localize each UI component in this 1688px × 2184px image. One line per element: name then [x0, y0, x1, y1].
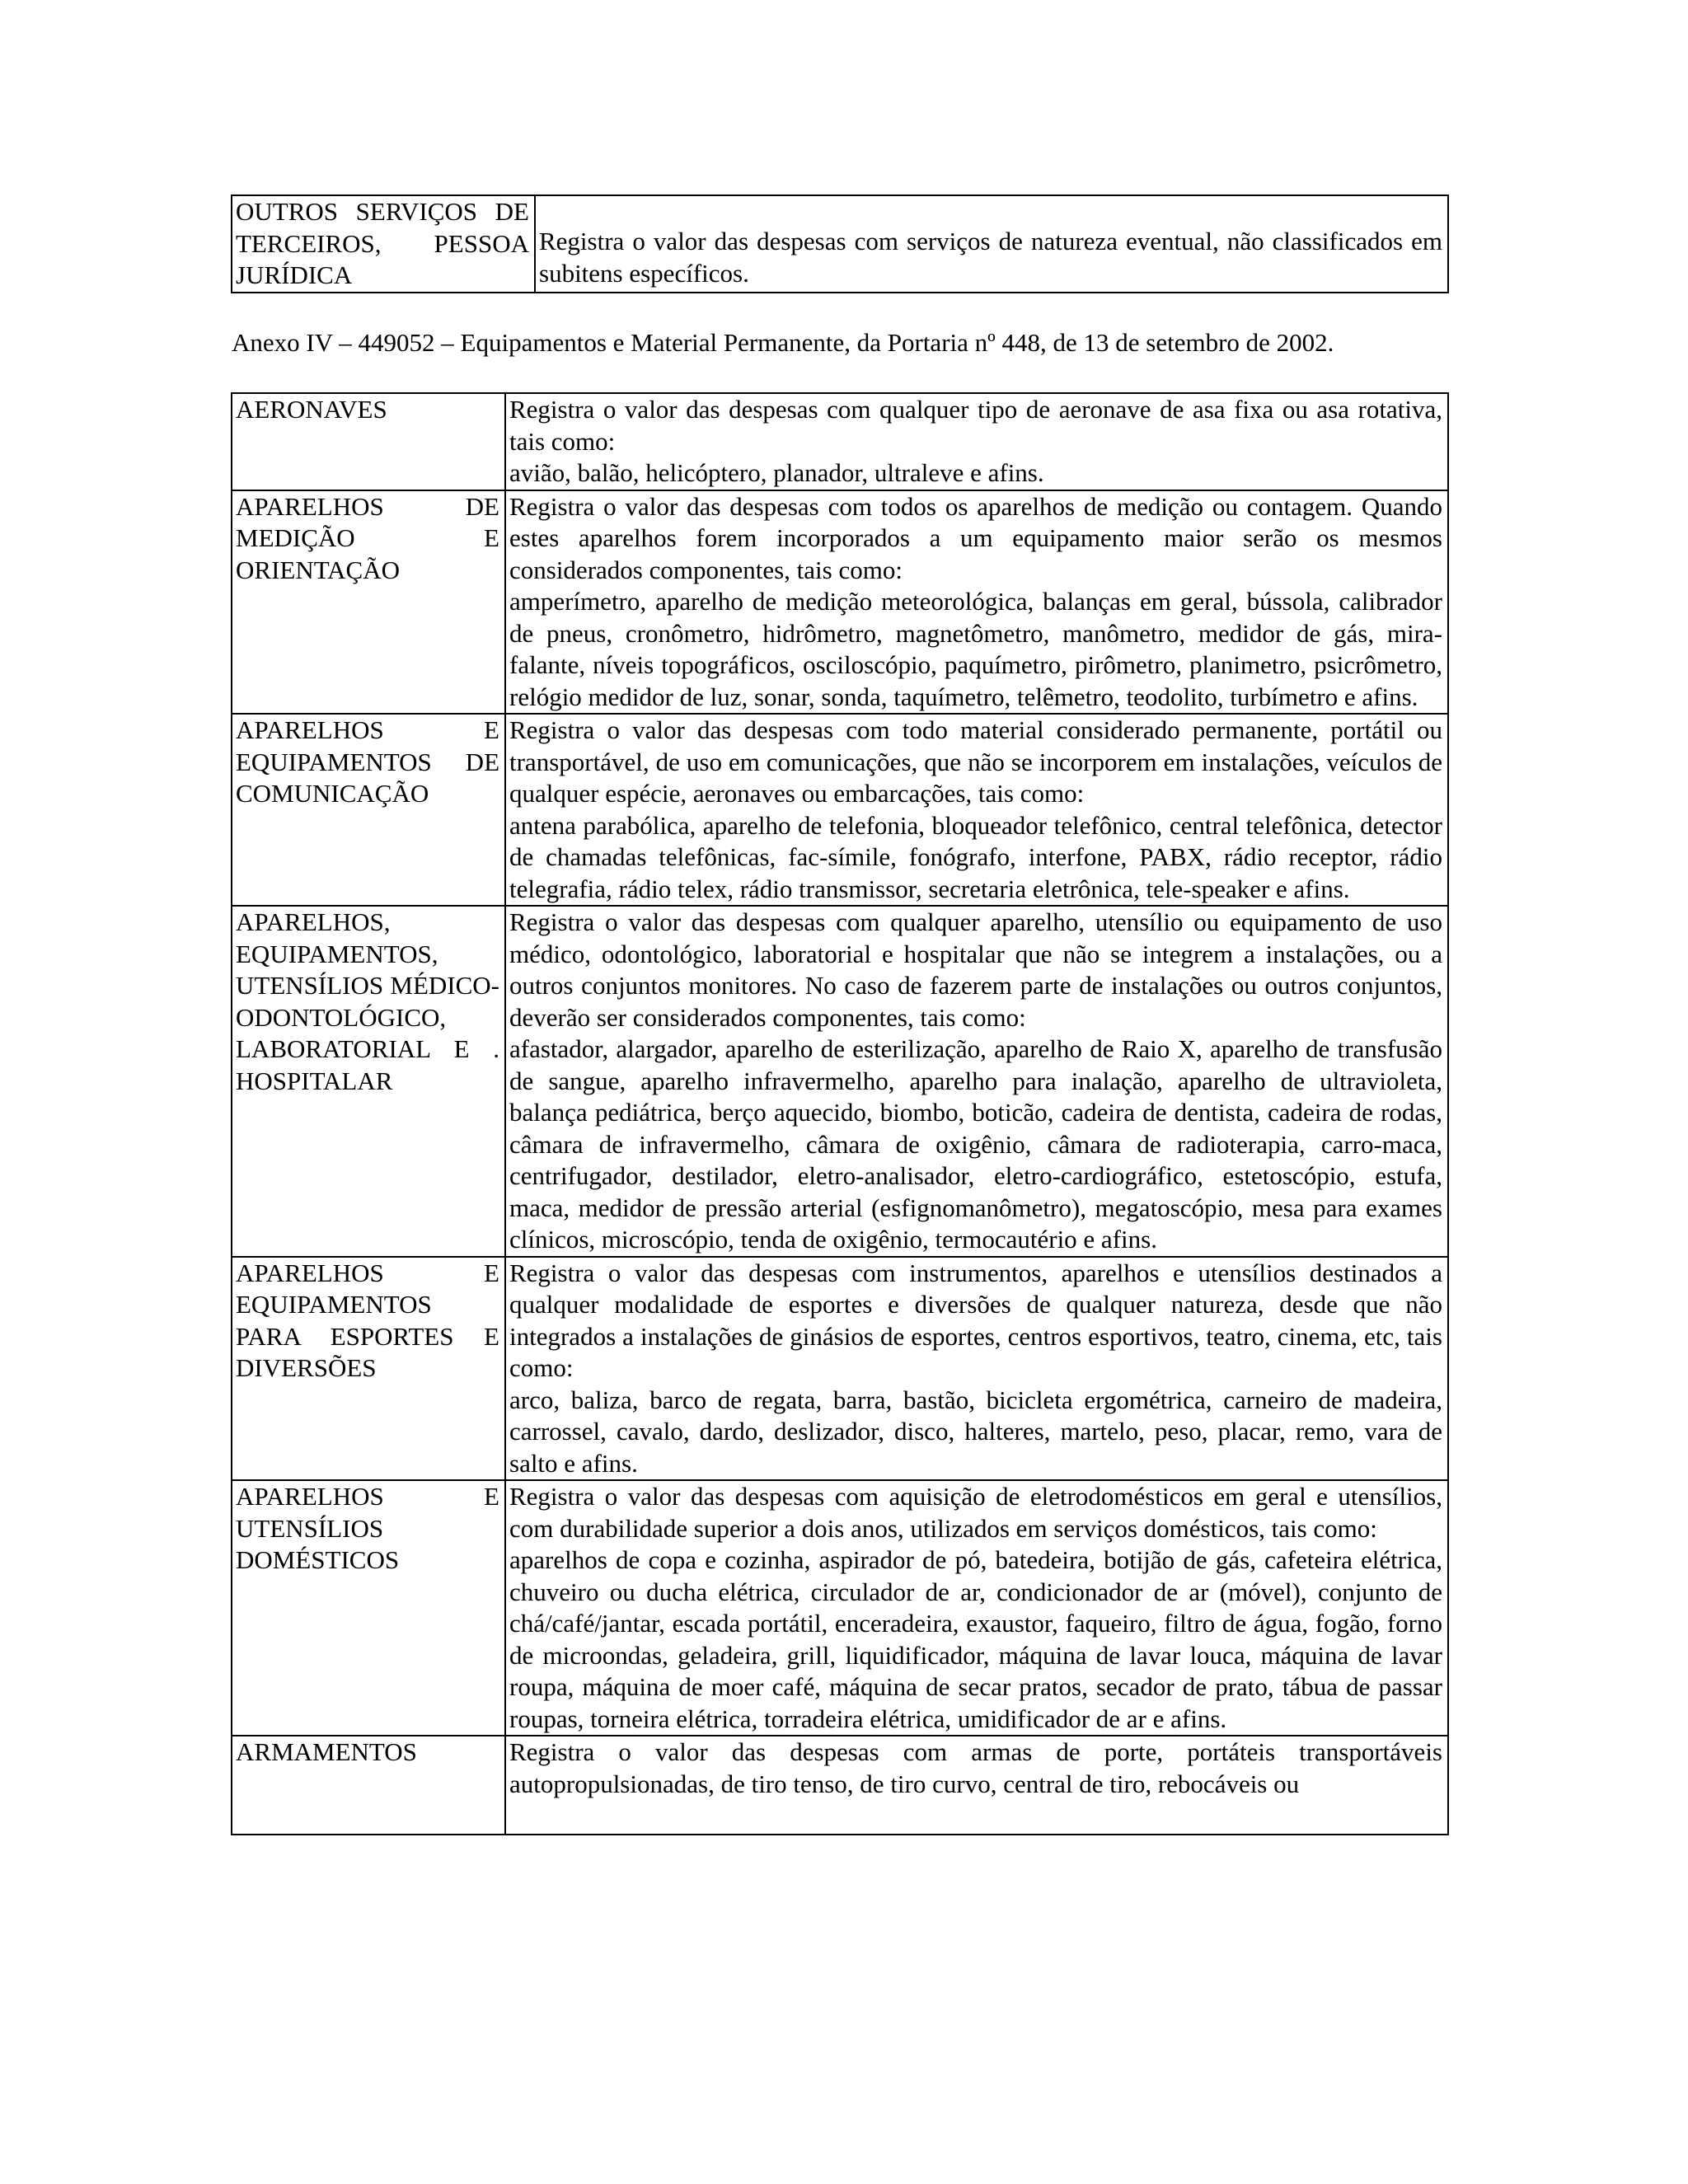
- item-description: [505, 393, 1448, 490]
- item-description: [505, 1480, 1448, 1736]
- item-description: Registra o valor das despesas com serviços de natureza eventual, não classificados em subitens específicos.: [535, 195, 1448, 293]
- item-term: APARELHOS E UTENSÍLIOS DOMÉSTICOS: [232, 1480, 505, 1736]
- item-description-intro: Registra o valor das despesas com qualquer tipo de aeronave de asa fixa ou asa rotativa, tais como:: [509, 395, 1442, 456]
- item-examples: arco, baliza, barco de regata, barra, bastão, bicicleta ergométrica, carneiro de madeira, carrossel, cavalo, dardo, deslizador, disco, halteres, martelo, peso, placar, remo, vara de salto e afins.: [509, 1385, 1442, 1478]
- item-term: OUTROS SERVIÇOS DE TERCEIROS, PESSOA JURÍDICA: [232, 195, 535, 293]
- item-term: ARMAMENTOS: [232, 1736, 505, 1835]
- item-description-intro: Registra o valor das despesas com instrumentos, aparelhos e utensílios destinados a qualquer modalidade de esportes e diversões de qualquer natureza, desde que não integrados a instalações de ginásios de esportes, centros esportivos, teatro, cinema, etc, tais como:: [509, 1258, 1442, 1382]
- item-description-intro: Registra o valor das despesas com todos os aparelhos de medição ou contagem. Quando estes aparelhos forem incorporados a um equipamento maior serão os mesmos considerados componentes, tais como:: [509, 491, 1442, 584]
- item-examples: afastador, alargador, aparelho de esterilização, aparelho de Raio X, aparelho de transfusão de sangue, aparelho infravermelho, aparelho para inalação, aparelho de ultravioleta, balança pediátrica, berço aquecido, biombo, boticão, cadeira de dentista, cadeira de rodas, câmara de infravermelho, câmara de oxigênio, câmara de radioterapia, carro-maca, centrifugador, destilador, eletro-analisador, eletro-cardiográfico, estetoscópio, estufa, maca, medidor de pressão arterial (esfignomanômetro), megatoscópio, mesa para exames clínicos, microscópio, tenda de oxigênio, termocautério e afins.: [509, 1034, 1442, 1254]
- table-row: [232, 195, 1448, 293]
- table-row: [232, 906, 1448, 1257]
- table-row: [232, 490, 1448, 715]
- item-description-intro: Registra o valor das despesas com qualquer aparelho, utensílio ou equipamento de uso médico, odontológico, laboratorial e hospitalar que não se integrem a instalações, ou a outros conjuntos monitores. No caso de fazerem parte de instalações ou outros conjuntos, deverão ser considerados componentes, tais como:: [509, 907, 1442, 1032]
- item-description: [505, 906, 1448, 1257]
- item-description: [505, 1257, 1448, 1481]
- table-row: [232, 1257, 1448, 1481]
- item-description-intro: Registra o valor das despesas com aquisição de eletrodomésticos em geral e utensílios, com durabilidade superior a dois anos, utilizados em serviços domésticos, tais como:: [509, 1482, 1442, 1543]
- table-row: [232, 393, 1448, 490]
- item-term: APARELHOS DE MEDIÇÃO E ORIENTAÇÃO: [232, 490, 505, 715]
- item-description: [505, 490, 1448, 715]
- item-examples: aparelhos de copa e cozinha, aspirador de pó, batedeira, botijão de gás, cafeteira elétrica, chuveiro ou ducha elétrica, circulador de ar, condicionador de ar (móvel), conjunto de chá/café/jantar, escada portátil, enceradeira, exaustor, faqueiro, filtro de água, fogão, forno de microondas, geladeira, grill, liquidificador, máquina de lavar louca, máquina de lavar roupa, máquina de moer café, máquina de secar pratos, secador de prato, tábua de passar roupas, torneira elétrica, torradeira elétrica, umidificador de ar e afins.: [509, 1545, 1442, 1733]
- item-examples: antena parabólica, aparelho de telefonia, bloqueador telefônico, central telefônica, detector de chamadas telefônicas, fac-símile, fonógrafo, interfone, PABX, rádio receptor, rádio telegrafia, rádio telex, rádio transmissor, secretaria eletrônica, tele-speaker e afins.: [509, 810, 1442, 903]
- continued-classification-table: [231, 194, 1449, 293]
- table-row: [232, 1736, 1448, 1835]
- table-row: [232, 1480, 1448, 1736]
- item-examples: amperímetro, aparelho de medição meteorológica, balanças em geral, bússola, calibrador de pneus, cronômetro, hidrômetro, magnetômetro, manômetro, medidor de gás, mira-falante, níveis topográficos, osciloscópio, paquímetro, pirômetro, planimetro, psicrômetro, relógio medidor de luz, sonar, sonda, taquímetro, telêmetro, teodolito, turbímetro e afins.: [509, 587, 1442, 711]
- item-description: [505, 1736, 1448, 1835]
- item-description-intro: Registra o valor das despesas com todo material considerado permanente, portátil ou transportável, de uso em comunicações, que não se incorporem em instalações, veículos de qualquer espécie, aeronaves ou embarcações, tais como:: [509, 715, 1442, 808]
- item-examples: avião, balão, helicóptero, planador, ultraleve e afins.: [509, 458, 1044, 487]
- item-term: APARELHOS, EQUIPAMENTOS, UTENSÍLIOS MÉDICO-ODONTOLÓGICO, LABORATORIAL E . HOSPITALAR: [232, 906, 505, 1257]
- item-description-intro: Registra o valor das despesas com armas de porte, portáteis transportáveis autopropulsionadas, de tiro tenso, de tiro curvo, central de tiro, rebocáveis ou: [509, 1737, 1442, 1798]
- annex-caption: Anexo IV – 449052 – Equipamentos e Material Permanente, da Portaria nº 448, de 13 de setembro de 2002.: [232, 328, 1334, 357]
- table-row: [232, 714, 1448, 906]
- item-description: [505, 714, 1448, 906]
- item-term: AERONAVES: [232, 393, 505, 490]
- item-term: APARELHOS E EQUIPAMENTOS DE COMUNICAÇÃO: [232, 714, 505, 906]
- item-term: APARELHOS E EQUIPAMENTOS PARA ESPORTES E DIVERSÕES: [232, 1257, 505, 1481]
- equipment-classification-table: [231, 392, 1449, 1835]
